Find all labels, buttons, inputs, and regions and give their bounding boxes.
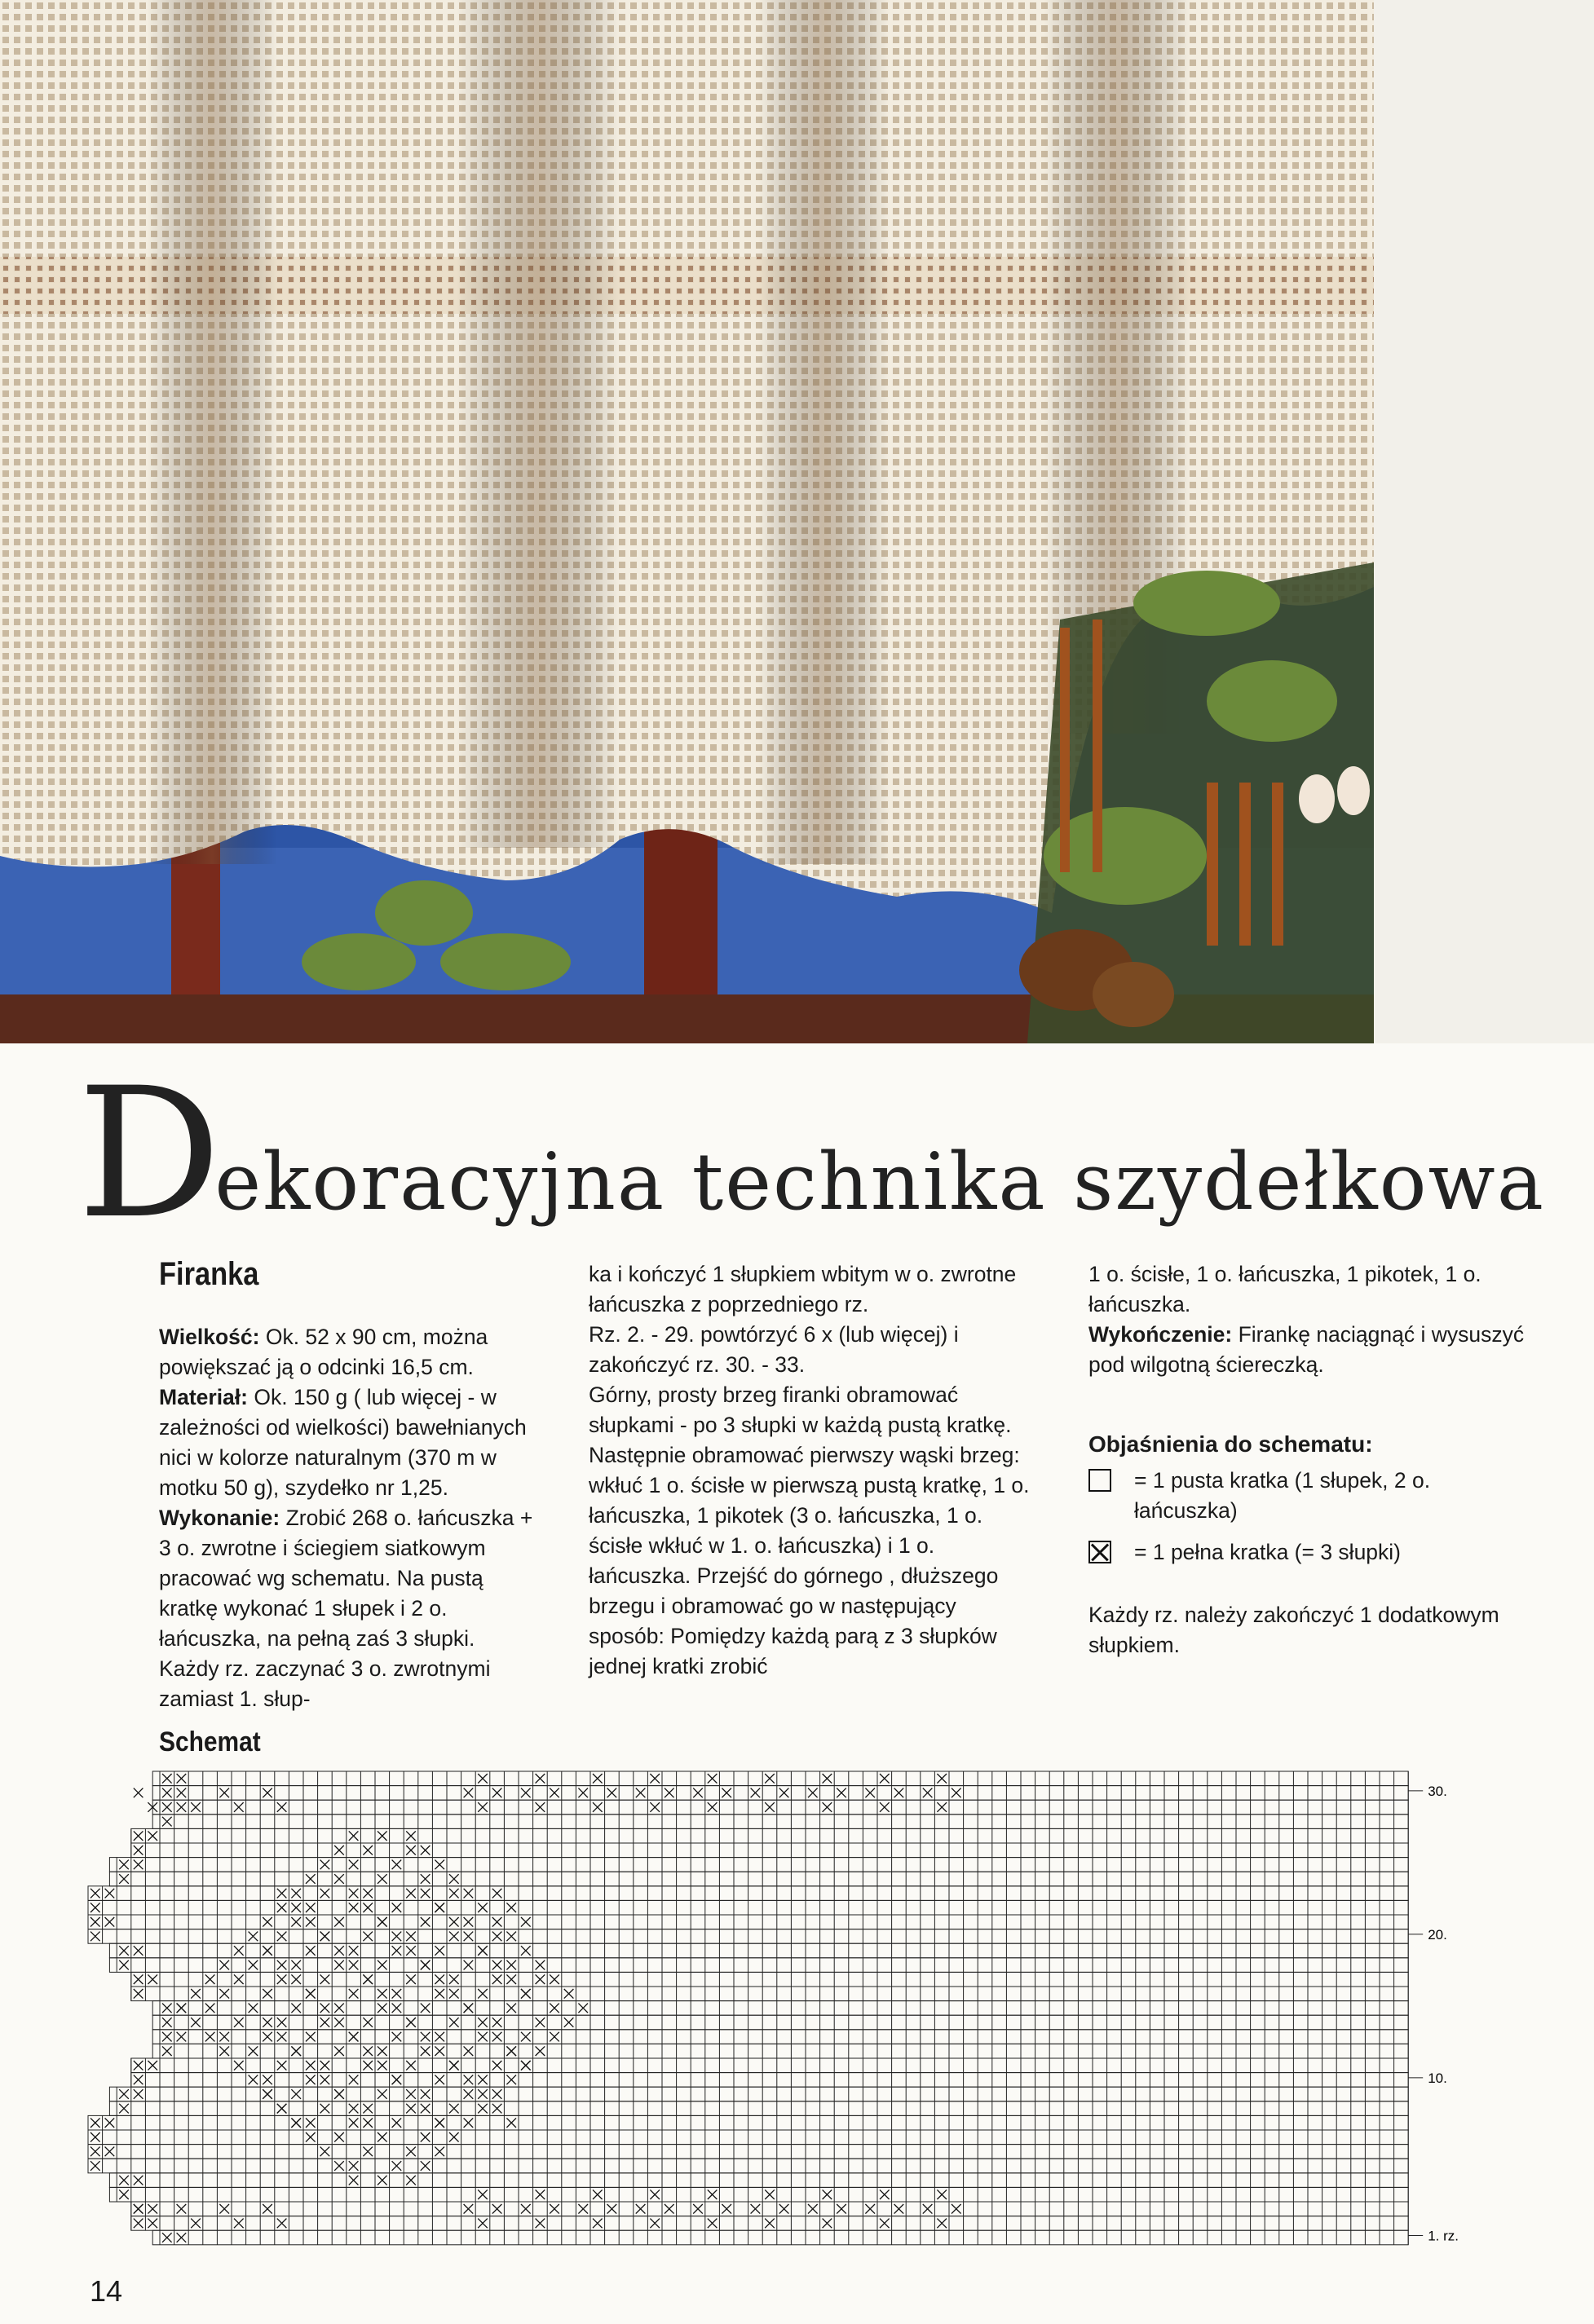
material-paragraph	[159, 1382, 534, 1503]
page-title	[77, 1049, 1545, 1258]
legend-full-row	[1088, 1537, 1533, 1568]
size-label: Wielkość:	[159, 1325, 260, 1349]
finishing-paragraph	[1088, 1320, 1533, 1380]
filet-chart-grid	[82, 1765, 1549, 2244]
crochet-chart	[82, 1765, 1549, 2244]
empty-square-icon	[1088, 1469, 1111, 1492]
row-label: 1. rz.	[1428, 2228, 1459, 2244]
col2-paragraph-1: ka i kończyć 1 słupkiem wbitym w o. zwrotne łańcuszka z poprzedniego rz.	[589, 1262, 1017, 1316]
method-label: Wykonanie:	[159, 1506, 280, 1530]
legend-empty-row	[1088, 1466, 1533, 1526]
title-rest: ekoracyjna technika szydełkowa	[214, 1136, 1545, 1228]
method-text: Zrobić 268 o. łańcuszka + 3 o. zwrotne i ściegiem siatkowym pracować wg schematu. Na pustą kratkę wykonać 1 słupek i 2 o. łańcuszka, na pełną zaś 3 słupki. Każdy rz. zaczynać 3 o. zwrotnymi zamiast 1. słup-	[159, 1506, 533, 1711]
material-text: Ok. 150 g ( lub więcej - w zależności od wielkości) bawełnianych nici w kolorze naturalnym (370 m w motku 50 g), szydełko nr 1,25.	[159, 1385, 527, 1500]
size-paragraph	[159, 1322, 534, 1382]
adjacent-page-strip	[1374, 0, 1594, 1043]
legend-empty-text: = 1 pusta kratka (1 słupek, 2 o. łańcuszka)	[1134, 1468, 1431, 1523]
title-initial: D	[77, 1049, 222, 1258]
text-column-3	[1088, 1259, 1533, 1660]
col3-paragraph-1: 1 o. ścisłe, 1 o. łańcuszka, 1 pikotek, 1 o. łańcuszka.	[1088, 1262, 1481, 1316]
curtain-photo	[0, 0, 1374, 1043]
col2-paragraph-2: Rz. 2. - 29. powtórzyć 6 x (lub więcej) i zakończyć rz. 30. - 33.	[589, 1322, 959, 1377]
material-label: Materiał:	[159, 1385, 248, 1409]
row-label: 30.	[1428, 1783, 1447, 1799]
page-number: 14	[90, 2274, 123, 2308]
size-text: Ok. 52 x 90 cm, można powiększać ją o odcinki 16,5 cm.	[159, 1325, 488, 1379]
finishing-label: Wykończenie:	[1088, 1322, 1233, 1347]
text-column-1	[159, 1256, 534, 1714]
crochet-curtain-photo-icon	[0, 0, 1374, 1043]
legend-heading: Objaśnienia do schematu:	[1088, 1431, 1373, 1457]
row-label: 10.	[1428, 2070, 1447, 2086]
text-column-2	[589, 1259, 1035, 1682]
crossed-square-icon	[1088, 1541, 1111, 1563]
legend-full-text: = 1 pełna kratka (= 3 słupki)	[1134, 1540, 1402, 1564]
schemat-label: Schemat	[159, 1726, 261, 1757]
section-heading: Firanka	[159, 1256, 259, 1292]
row-label: 20.	[1428, 1926, 1447, 1943]
col3-paragraph-3: Każdy rz. należy zakończyć 1 dodatkowym słupkiem.	[1088, 1603, 1499, 1657]
col2-paragraph-3: Górny, prosty brzeg firanki obramować słupkami - po 3 słupki w każdą pustą kratkę. Następnie obramować pierwszy wąski brzeg: wkłuć 1 o. ścisłe w pierwszą pustą kratkę, 1 o. łańcuszka, 1 pikotek (3 o. łańcuszka, 1 o. ścisłe wkłuć w 1. o. łańcuszka) i 1 o. łańcuszka. Przejść do górnego , dłuższego brzegu i obramować go w następujący sposób: Pomiędzy każdą parą z 3 słupków jednej kratki zrobić	[589, 1382, 1030, 1678]
finishing-text: Firankę naciągnąć i wysuszyć pod wilgotną ściereczką.	[1088, 1322, 1525, 1377]
method-paragraph	[159, 1503, 534, 1714]
